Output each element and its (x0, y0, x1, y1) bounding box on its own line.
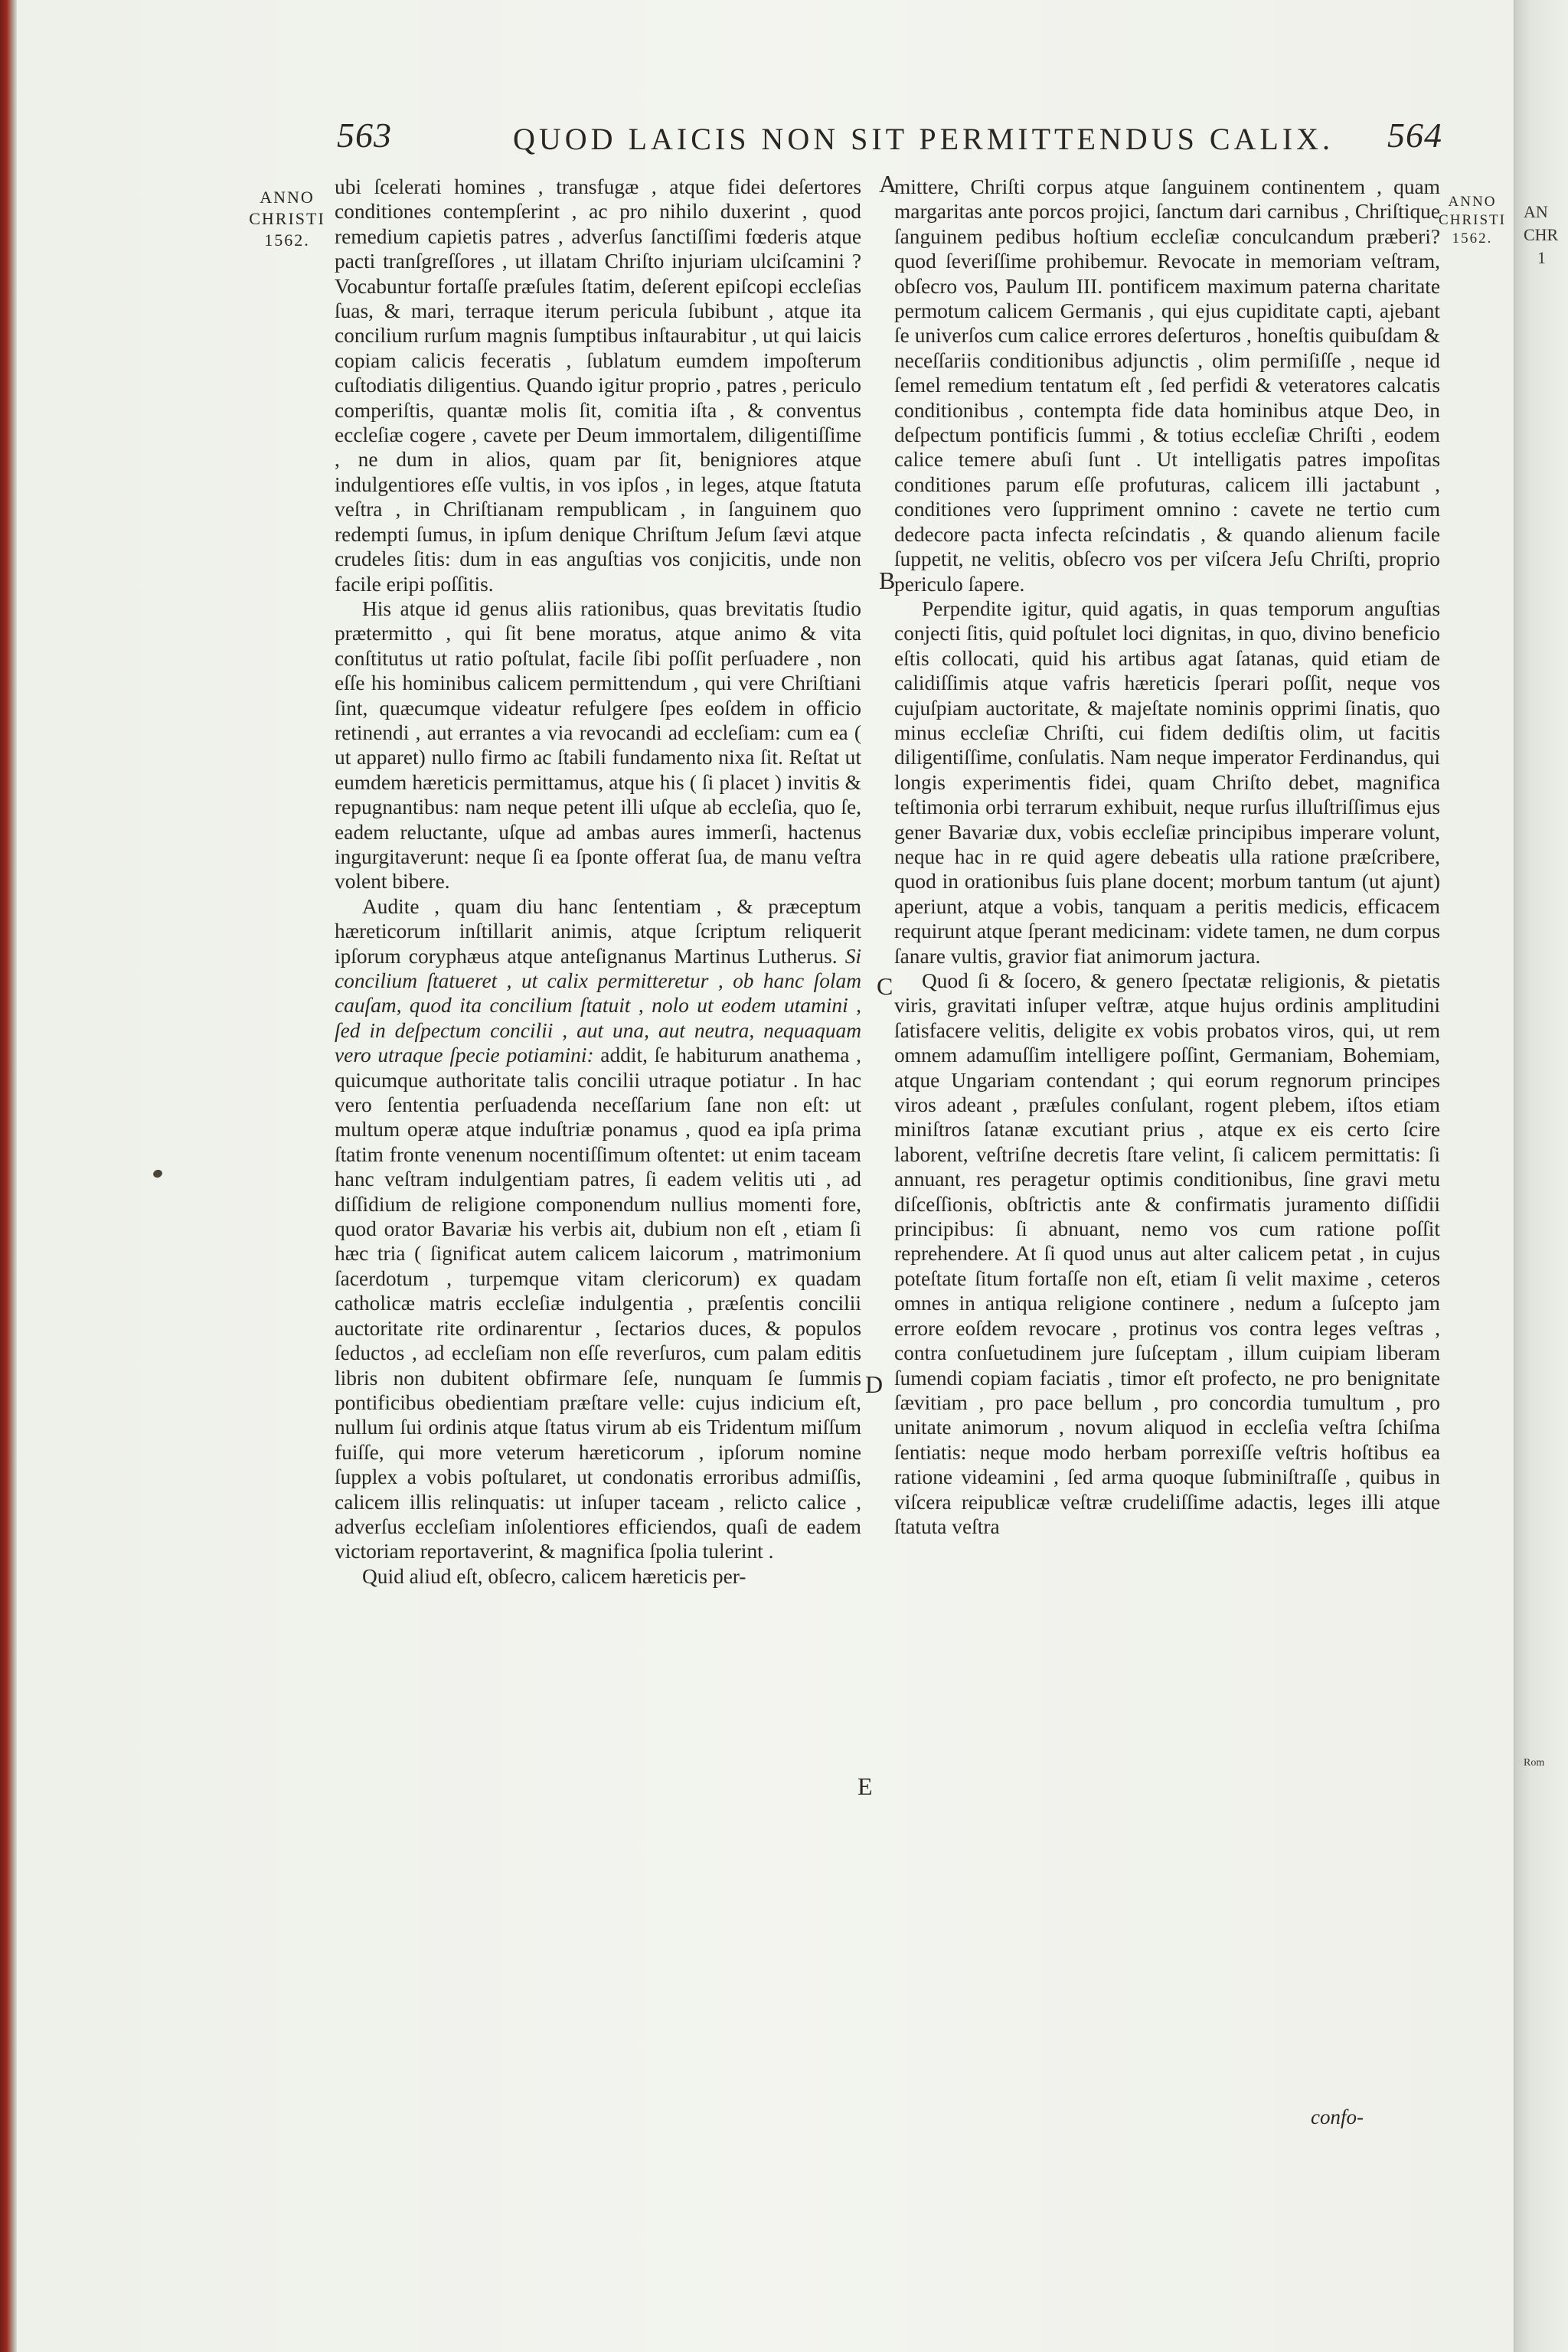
section-letter-e: E (858, 1772, 873, 1800)
margin-year: 1562. (1452, 230, 1493, 247)
margin-year: 1562. (264, 230, 310, 250)
running-header (337, 115, 1485, 168)
section-letter-c: C (877, 972, 893, 1000)
running-title: QUOD LAICIS NON SIT PERMITTENDUS CALIX. (513, 122, 1334, 156)
edge-fragment: 1 (1537, 248, 1546, 267)
paragraph: ubi ſcelerati homines , transfugæ , atque fidei deſertores conditiones contempſerint , ac pro nihilo duxerint , quod remedium capietis patres , adverſus ſanctiſſimi fœderis atque pacti tranſgreſſores , ut illatam Chriſto injuriam ulciſcamini ? Vocabuntur fortaſſe præſules ſtatim, deſerent epiſcopi eccleſias ſuas, & mari, terraque iterum pericula ſubibunt , atque ita concilium rurſum magnis ſumptibus inſtaurabitur , ut qui laicis copiam calicis feceratis , ſublatum eumdem impoſterum cuſtodiatis diligentius. Quando igitur proprio , patres , periculo comperiſtis, quantæ molis ſit, comitia iſta , & conventus eccleſiæ cogere , cavete per Deum immortalem, diligentiſſime , ne dum in alios, quam par ſit, benigniores atque indulgentiores eſſe vultis, in vos ipſos , in leges, atque ſtatuta veſtra , in Chriſtianam rempublicam , in ſanguinem quo redempti ſumus, in ipſum denique Chriſtum Jeſum ſævi atque crudeles ſitis: dum in eas anguſtias vos conjicitis, unde non facile eripi poſſitis. (335, 175, 861, 596)
next-page-edge (1514, 0, 1568, 2352)
margin-anno: ANNO (260, 188, 315, 207)
section-letter-d: D (865, 1370, 884, 1398)
paragraph: Quod ſi & ſocero, & genero ſpectatæ religionis, & pietatis viris, gravitati inſuper veſtræ, atque hujus ordinis amplitudini ſatisfacere velitis, deligite ex vobis probatos viros, qui, ut rem omnem adamuſſim intelligere poſſint, Germaniam, Bohemiam, atque Ungariam contendant ; qui eorum regnorum principes viros adeant , præſules conſulant, rogent plebem, iſtos etiam miniſtros ſatanæ excutiant prius , atque ex eis certo ſcire laborent, veſtriſne decretis ſtare velint, ſi calicem permittatis: ſi annuant, res peragetur optimis conditionibus, ſine gravi metu diſceſſionis, obſtrictis ante & confirmatis juramento diſſidii principibus: ſi abnuant, nemo vos cum ratione poſſit reprehendere. At ſi quod unus aut alter calicem petat , in cujus poteſtate ſitum fortaſſe non eſt, etiam ſi velit maxime , ceteros omnes in antiqua religione continere , nedum a ſuſcepto jam errore eoſdem revocare , protinus vos contra leges veſtras , contra conſuetudinem jure ſuſceptam , illum cuipiam liberam ſumendi copiam faciatis , timor eſt profecto, ne pro benignitate ſævitiam , pro pace bellum , pro concordia tumultum , pro unitate animorum , novum aliquod in eccleſia veſtra ſchiſma ſentiatis: neque modo herbam porrexiſſe veſtris hoſtibus ea ratione videamini , ſed arma quoque ſubminiſtraſſe , quibus in viſcera reipublicæ veſtræ crudeliſſime adactis, leges illi atque ſtatuta veſtra (894, 969, 1440, 1538)
paragraph-text: addit, ſe habiturum anathema , quicumque authoritate talis concilii utraque potiatur . In hac vero ſententia perſuadenda neceſſarium ſane non eſt: ut multum operæ atque induſtriæ ponamus , quod ea ipſa prima ſtatim fronte venenum nocentiſſimum oſtentet: ut enim taceam hanc veſtram indulgentiam patres, ſi eadem velitis uti , ad diſſidium de religione componendum nullius momenti fore, quod orator Bavariæ his verbis ait, dubium non eſt , etiam ſi hæc tria ( ſignificat autem calicem laicorum , matrimonium ſacerdotum , turpemque vitam clericorum) ex quadam catholicæ matris eccleſiæ indulgentia , præſentis concilii auctoritate rite ordinarentur , ſectarios duces, & populos ſeductos , ad eccleſiam non eſſe reverſuros, cum palam editis libris non dubitent obfirmare ſeſe, nunquam ſe ſummis pontificibus obedientiam præſtare velle: cujus indicium eſt, nullum ſui ordinis atque ſtatus virum ab eis Tridentum miſſum fuiſſe, qui more veterum hæreticorum , ipſorum nomine ſupplex a vobis poſtularet, ut condonatis erroribus admiſſis, calicem illis relinquatis: ut inſuper taceam , relicto calice , adverſus eccleſiam inſolentiores efficiendos, quaſi de eadem victoriam reportaverint, & magnifica ſpolia tulerint . (335, 1044, 861, 1563)
paragraph-text: Audite , quam diu hanc ſententiam , & præceptum hæreticorum inſtillarit animis, atque ſcriptum reliquerit ipſorum coryphæus atque anteſignanus Martinus Lutherus. (335, 894, 861, 968)
section-letter-b: B (879, 567, 896, 594)
margin-christi: CHRISTI (249, 209, 325, 228)
margin-year-left (245, 187, 329, 251)
margin-anno: ANNO (1448, 194, 1497, 210)
page-number-left: 563 (337, 116, 392, 155)
book-spine (0, 0, 17, 2352)
edge-fragment: CHR (1524, 225, 1559, 244)
left-column (335, 175, 861, 1589)
paragraph: mittere, Chriſti corpus atque ſanguinem continentem , quam margaritas ante porcos projici, ſanctum dari carnibus , Chriſtique ſanguinem pedibus hoſtium eccleſiæ conculcandum præberi? quod ſeveriſſime prohibemur. Revocate in memoriam veſtram, obſecro vos, Paulum III. pontificem maximum paterna charitate permotum calicem Germanis , qui ejus cupiditate capti, ajebant ſe univerſos cum calice errores deſerturos , honeſtis quibuſdam & neceſſariis conditionibus adjunctis , olim permiſiſſe , neque id ſemel remedium tentatum eſt , ſed perfidi & veteratores calcatis conditionibus , contempta fide data hominibus atque Deo, in deſpectum pontificis ſummi , & totius eccleſiæ Chriſti , eodem calice temere abuſi ſunt . Ut intelligatis patres impoſitas conditiones parum eſſe profuturas, calicem illi jactabunt , conditiones vero ſuppriment omnino : cavete ne tertio cum dedecore pacta infecta reſcindatis , & quando alienum facile ſuppetit, ne velitis, obſecro vos per viſcera Jeſu Chriſti, proprio periculo ſapere. (894, 175, 1440, 596)
page-number-right: 564 (1387, 116, 1442, 155)
paragraph: Perpendite igitur, quid agatis, in quas temporum anguſtias conjecti ſitis, quid poſtulet loci dignitas, in quo, divino beneficio eſtis collocati, quid his artibus agat ſatanas, quid etiam de calidiſſimis atque vafris hæreticis ſperari poſſit, neque vos cujuſpiam auctoritate, & majeſtate nominis opprimi ſinatis, quo minus eccleſiæ Chriſti, cui fidem dediſtis olim, ut facitis diligentiſſime, conſulatis. Nam neque imperator Ferdinandus, qui longis experimentis fidei, quam Chriſto debet, magnifica teſtimonia orbi terrarum exhibuit, neque rurſus illuſtriſſimus ejus gener Bavariæ dux, vobis eccleſiæ principibus imperare volunt, neque hac in re quid agere debeatis ulla ratione præſcribere, quod in orationibus ſuis plane docent; morbum tantum (ut ajunt) aperiunt, atque a vobis, tanquam a peritis medicis, efficacem requirunt atque ſperant medicinam: videte tamen, ne dum corpus ſanare vultis, gravior fiat animorum jactura. (894, 596, 1440, 968)
catchword: confo- (1311, 2105, 1364, 2128)
right-column (894, 175, 1440, 1539)
paragraph (335, 894, 861, 1564)
margin-year-right (1438, 193, 1507, 248)
margin-christi: CHRISTI (1439, 212, 1506, 228)
paragraph: Quid aliud eſt, obſecro, calicem hæreticis per- (362, 1564, 746, 1588)
luther-quote: Si concilium ſtatueret , ut calix permitteretur , ob hanc ſolam cauſam, quod ita concilium ſtatuit , nolo ut eodem utamini , ſed in deſpectum concilii , aut una, aut neutra, nequaquam vero utraque ſpecie potiamini: (335, 944, 861, 1067)
edge-fragment: AN (1524, 202, 1548, 221)
section-letter-a: A (879, 170, 897, 198)
paragraph: His atque id genus aliis rationibus, quas brevitatis ſtudio prætermitto , qui ſit bene moratus, atque animo & vita conſtitutus ut ratio poſtulat, facile ſibi poſſit perſuadere , non eſſe his hominibus calicem permittendum , qui vere Chriſtiani ſint, quæcumque videatur refulgere ſpes eoſdem in officio retinendi , aut errantes a via revocandi ad eccleſiam: cum ea ( ut apparet) nullo firmo ac ſtabili fundamento nixa ſit. Reſtat ut eumdem hæreticis permittamus, atque his ( ſi placet ) invitis & repugnantibus: nam neque petent illi uſque ab eccleſia, quo ſe, eadem reluctante, uſque ad ambas aures immerſi, hactenus ingurgitaverunt: neque ſi ea ſponte offerat ſua, de manu veſtra volent bibere. (335, 596, 861, 893)
edge-fragment: Rom (1524, 1757, 1545, 1769)
